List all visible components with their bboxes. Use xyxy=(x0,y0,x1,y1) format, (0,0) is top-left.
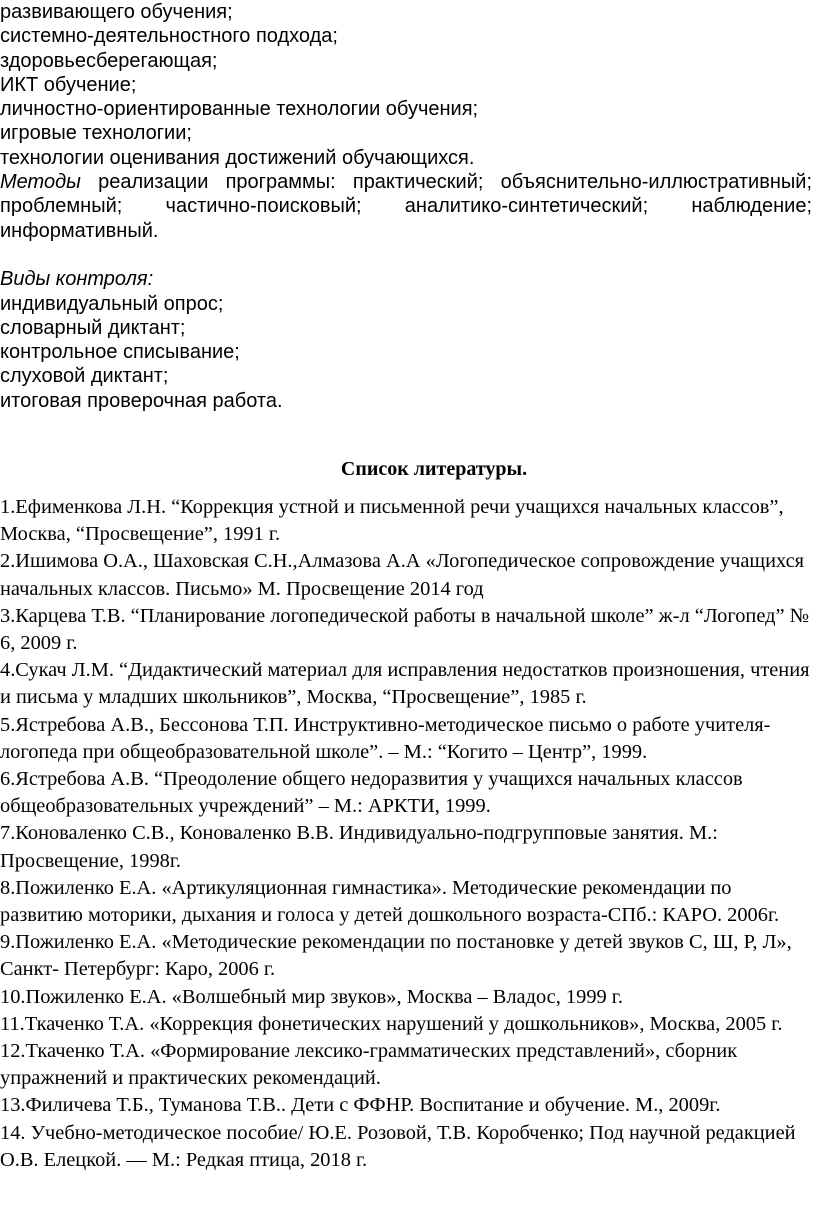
technology-line: системно-деятельностного подхода; xyxy=(0,25,338,48)
bibliography-item: 11.Ткаченко Т.А. «Коррекция фонетических нарушений у дошкольников», Москва, 2005 г. xyxy=(0,1012,783,1035)
bibliography-title: Список литературы. xyxy=(340,458,528,480)
bibliography-item: 13.Филичева Т.Б., Туманова Т.В.. Дети с ФФНР. Воспитание и обучение. М., 2009г. xyxy=(0,1094,721,1117)
bibliography-item: 10.Пожиленко Е.А. «Волшебный мир звуков», Москва – Владос, 1999 г. xyxy=(0,985,623,1008)
bibliography-item: 7.Коноваленко С.В., Коноваленко В.В. Индивидуально-подгрупповые занятия. М.: Просвещение, 1998г. xyxy=(0,822,718,872)
bibliography-item: 2.Ишимова О.А., Шаховская С.Н.,Алмазова А.А «Логопедическое сопровождение учащихся начальных классов. Письмо» М. Просвещение 2014 год xyxy=(0,550,805,600)
control-item: слуховой диктант; xyxy=(0,365,169,388)
bibliography-item: 6.Ястребова А.В. “Преодоление общего недоразвития у учащихся начальных классов общеобразовательных учреждений” – М.: АРКТИ, 1999. xyxy=(0,768,743,818)
bibliography-item: 8.Пожиленко Е.А. «Артикуляционная гимнастика». Методические рекомендации по развитию моторики, дыхания и голоса у детей дошкольного возраста-СПб.: КАРО. 2006г. xyxy=(0,876,780,927)
control-label: Виды контроля: xyxy=(0,268,154,291)
technology-line: личностно-ориентированные технологии обучения; xyxy=(0,98,479,121)
technology-line: ИКТ обучение; xyxy=(0,73,137,96)
technology-line: игровые технологии; xyxy=(0,122,192,145)
bibliography-item: 12.Ткаченко Т.А. «Формирование лексико-грамматических представлений», сборник упражнений и практических рекомендаций. xyxy=(0,1040,738,1090)
methods-label: Методы xyxy=(0,171,81,194)
methods-paragraph xyxy=(0,170,812,267)
bibliography-item: 14. Учебно-методическое пособие/ Ю.Е. Розовой, Т.В. Коробченко; Под научной редакцией О.В. Елецкой. — М.: Редкая птица, 2018 г. xyxy=(0,1121,796,1171)
control-item: итоговая проверочная работа. xyxy=(0,389,283,412)
control-item: индивидуальный опрос; xyxy=(0,292,224,315)
bibliography-item: 5.Ястребова А.В., Бессонова Т.П. Инструктивно-методическое письмо о работе учителя-логопеда при общеобразовательной школе”. – М.: “Когито – Центр”, 1999. xyxy=(0,713,771,763)
control-item: контрольное списывание; xyxy=(0,341,240,364)
bibliography-item: 9.Пожиленко Е.А. «Методические рекомендации по постановке у детей звуков С, Ш, Р, Л», Санкт- Петербург: Каро, 2006 г. xyxy=(0,931,792,981)
control-item: словарный диктант; xyxy=(0,316,186,339)
control-heading xyxy=(0,267,812,291)
bibliography-list xyxy=(0,494,812,1174)
technology-line: технологии оценивания достижений обучающихся. xyxy=(0,146,475,169)
program-section xyxy=(0,0,812,413)
technology-line: развивающего обучения; xyxy=(0,1,233,23)
bibliography-item: 4.Сукач Л.М. “Дидактический материал для исправления недостатков произношения, чтения и письма у младших школьников”, Москва, “Просвещение”, 1985 г. xyxy=(0,659,810,709)
bibliography-item: 1.Ефименкова Л.Н. “Коррекция устной и письменной речи учащихся начальных классов”, Москва, “Просвещение”, 1991 г. xyxy=(0,496,784,546)
technology-line: здоровьесберегающая; xyxy=(0,49,218,72)
methods-text: реализации программы: практический; объяснительно-иллюстративный; проблемный; частично-поисковый; аналитико-синтетический; наблюдение; информативный. xyxy=(0,171,812,242)
bibliography-item: 3.Карцева Т.В. “Планирование логопедической работы в начальной школе” ж-л “Логопед” № 6, 2009 г. xyxy=(0,604,810,655)
